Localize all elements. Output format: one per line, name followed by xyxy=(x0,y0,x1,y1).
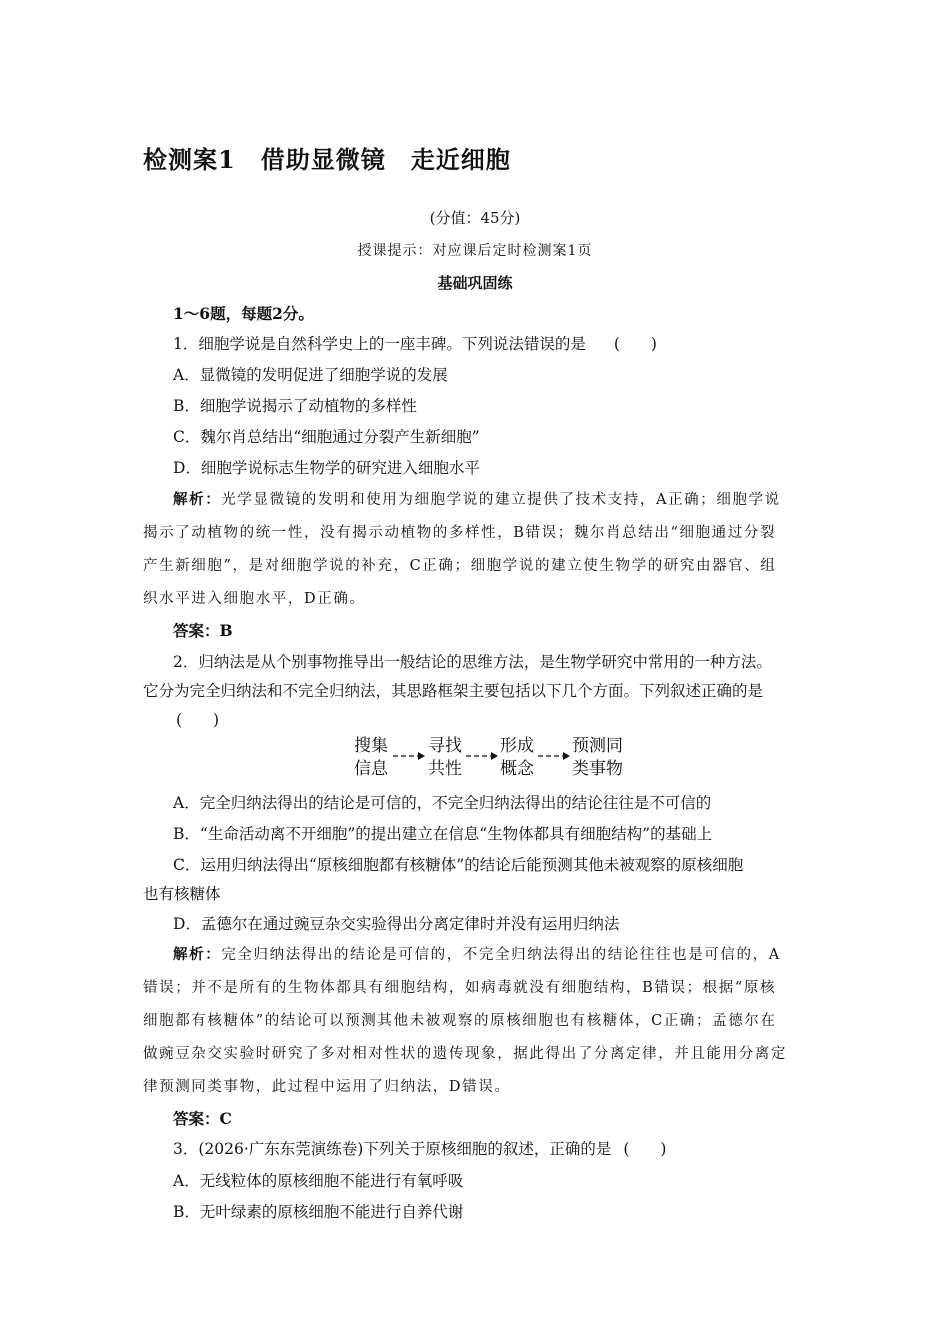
q1-analysis-line: 产生新细胞”，是对细胞学说的补充，C正确；细胞学说的建立使生物学的研究由器官、组 xyxy=(143,558,777,574)
question-3-stem xyxy=(173,1137,811,1159)
flow-step-line: 寻找 xyxy=(428,736,462,756)
question-1-text: 1．细胞学说是自然科学史上的一座丰碑。下列说法错误的是 xyxy=(173,335,586,353)
question-2-stem: 2．归纳法是从个别事物推导出一般结论的思维方法，是生物学研究中常用的一种方法。 xyxy=(173,653,772,671)
q1-option-a: A．显微镜的发明促进了细胞学说的发展 xyxy=(173,366,448,384)
question-1-stem xyxy=(173,332,811,354)
question-2-stem: 它分为完全归纳法和不完全归纳法，其思路框架主要包括以下几个方面。下列叙述正确的是 xyxy=(143,682,764,700)
flow-step xyxy=(428,735,462,781)
analysis-label: 解析： xyxy=(173,946,222,963)
q2-option-c: C．运用归纳法得出“原核细胞都有核糖体”的结论后能预测其他未被观察的原核细胞 xyxy=(173,856,744,874)
answer-blank: ( ) xyxy=(613,335,657,353)
q2-option-c-cont: 也有核糖体 xyxy=(143,885,221,903)
score-note: (分值：45分) xyxy=(429,209,521,227)
analysis-text: 光学显微镜的发明和使用为细胞学说的建立提供了技术支持，A正确；细胞学说 xyxy=(221,492,781,508)
arrow-icon xyxy=(537,750,571,762)
arrow-icon xyxy=(392,750,426,762)
arrow-icon xyxy=(465,750,499,762)
q2-analysis-line: 细胞都有核糖体”的结论可以预测其他未被观察的原核细胞也有核糖体，C正确；孟德尔在 xyxy=(143,1013,777,1029)
flow-step xyxy=(500,735,534,781)
q2-analysis-line: 律预测同类事物，此过程中运用了归纳法，D错误。 xyxy=(143,1079,511,1095)
flow-step xyxy=(572,735,623,781)
flow-step xyxy=(354,735,388,781)
q1-option-c: C．魏尔肖总结出“细胞通过分裂产生新细胞” xyxy=(173,428,480,446)
answer-blank: ( ) xyxy=(176,711,220,729)
question-3-text: 3．(2026·广东东莞演练卷)下列关于原核细胞的叙述，正确的是 xyxy=(173,1140,612,1158)
q2-answer: 答案：C xyxy=(173,1109,232,1128)
q2-option-d: D．孟德尔在通过豌豆杂交实验得出分离定律时并没有运用归纳法 xyxy=(173,915,620,933)
q1-option-d: D．细胞学说标志生物学的研究进入细胞水平 xyxy=(173,459,480,477)
flow-step-line: 信息 xyxy=(354,759,388,779)
q3-option-b: B．无叶绿素的原核细胞不能进行自养代谢 xyxy=(173,1203,464,1221)
page-title: 检测案1 借助显微镜 走近细胞 xyxy=(143,145,511,174)
flow-step-line: 共性 xyxy=(428,759,462,779)
q1-option-b: B．细胞学说揭示了动植物的多样性 xyxy=(173,397,417,415)
q2-option-a: A．完全归纳法得出的结论是可信的，不完全归纳法得出的结论往往是不可信的 xyxy=(173,794,712,812)
flow-step-line: 搜集 xyxy=(354,736,388,756)
q1-answer: 答案：B xyxy=(173,621,233,640)
q2-option-b: B．“生命活动离不开细胞”的提出建立在信息“生物体都具有细胞结构”的基础上 xyxy=(173,825,713,843)
induction-flow-diagram xyxy=(354,735,644,781)
q1-analysis-line: 织水平进入细胞水平，D正确。 xyxy=(143,591,366,607)
answer-blank: ( ) xyxy=(623,1140,667,1158)
q2-analysis-line: 错误；并不是所有的生物体都具有细胞结构，如病毒就没有细胞结构，B错误；根据“原核 xyxy=(143,980,777,996)
section-heading: 基础巩固练 xyxy=(437,274,513,292)
flow-step-line: 预测同 xyxy=(572,736,623,756)
analysis-label: 解析： xyxy=(173,491,222,508)
analysis-text: 完全归纳法得出的结论是可信的，不完全归纳法得出的结论往往也是可信的，A xyxy=(221,947,781,963)
q2-analysis-line xyxy=(173,943,811,964)
q1-analysis-line xyxy=(173,488,811,509)
instruction: 1～6题，每题2分。 xyxy=(173,304,314,323)
flow-step-line: 形成 xyxy=(500,736,534,756)
q2-analysis-line: 做豌豆杂交实验时研究了多对相对性状的遗传现象，据此得出了分离定律，并且能用分离定 xyxy=(143,1046,787,1062)
q3-option-a: A．无线粒体的原核细胞不能进行有氧呼吸 xyxy=(173,1172,464,1190)
q1-analysis-line: 揭示了动植物的统一性，没有揭示动植物的多样性，B错误；魏尔肖总结出“细胞通过分裂 xyxy=(143,525,777,541)
flow-step-line: 类事物 xyxy=(572,759,623,779)
teaching-hint: 授课提示：对应课后定时检测案1页 xyxy=(357,243,593,259)
flow-step-line: 概念 xyxy=(500,759,534,779)
